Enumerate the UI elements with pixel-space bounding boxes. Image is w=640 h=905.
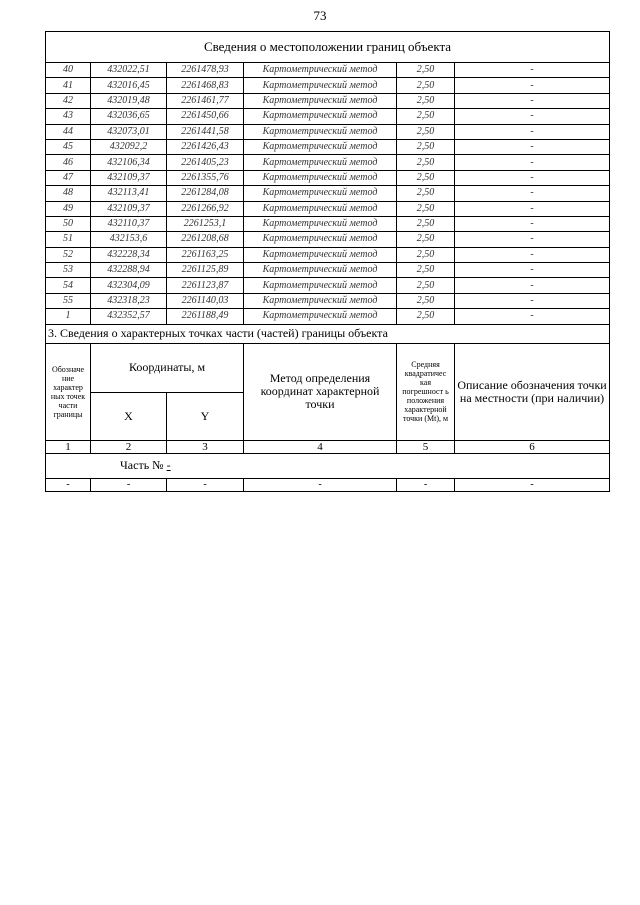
header-mean-error: Средняя квадратичес кая погрешност ь положения характерной точки (Mt), м xyxy=(397,343,455,440)
coord-x: 432304,09 xyxy=(91,278,167,293)
coord-x: 432016,45 xyxy=(91,78,167,93)
coord-x: 432352,57 xyxy=(91,309,167,324)
description: - xyxy=(455,263,610,278)
mean-error: 2,50 xyxy=(397,78,455,93)
point-number: 45 xyxy=(46,139,91,154)
method: Картометрический метод xyxy=(244,278,397,293)
coord-y: 2261450,66 xyxy=(167,109,244,124)
empty-cell: - xyxy=(244,478,397,491)
description: - xyxy=(455,232,610,247)
point-number: 55 xyxy=(46,293,91,308)
header-coordinates: Координаты, м xyxy=(91,343,244,392)
description: - xyxy=(455,78,610,93)
table-title-row xyxy=(46,32,610,63)
part-cell xyxy=(46,453,610,478)
mean-error: 2,50 xyxy=(397,309,455,324)
point-number: 1 xyxy=(46,309,91,324)
mean-error: 2,50 xyxy=(397,109,455,124)
empty-cell: - xyxy=(397,478,455,491)
table-row xyxy=(46,93,610,108)
coord-x: 432092,2 xyxy=(91,139,167,154)
mean-error: 2,50 xyxy=(397,186,455,201)
table-title: Сведения о местоположении границ объекта xyxy=(46,32,610,63)
description: - xyxy=(455,109,610,124)
description: - xyxy=(455,63,610,78)
col-number: 2 xyxy=(91,440,167,453)
point-number: 51 xyxy=(46,232,91,247)
header-description: Описание обозначения точки на местности (при наличии) xyxy=(455,343,610,440)
mean-error: 2,50 xyxy=(397,93,455,108)
empty-cell: - xyxy=(455,478,610,491)
description: - xyxy=(455,155,610,170)
method: Картометрический метод xyxy=(244,247,397,262)
point-number: 41 xyxy=(46,78,91,93)
table-row xyxy=(46,278,610,293)
table-row xyxy=(46,155,610,170)
mean-error: 2,50 xyxy=(397,170,455,185)
coord-x: 432036,65 xyxy=(91,109,167,124)
coord-y: 2261266,92 xyxy=(167,201,244,216)
coord-y: 2261461,77 xyxy=(167,93,244,108)
table-row xyxy=(46,216,610,231)
table-row xyxy=(46,247,610,262)
coord-x: 432113,41 xyxy=(91,186,167,201)
method: Картометрический метод xyxy=(244,109,397,124)
section3-title-row xyxy=(46,324,610,343)
col-number: 5 xyxy=(397,440,455,453)
mean-error: 2,50 xyxy=(397,293,455,308)
header-x: X xyxy=(91,392,167,440)
point-number: 44 xyxy=(46,124,91,139)
point-number: 53 xyxy=(46,263,91,278)
description: - xyxy=(455,278,610,293)
table-row xyxy=(46,186,610,201)
coord-y: 2261208,68 xyxy=(167,232,244,247)
coord-y: 2261188,49 xyxy=(167,309,244,324)
section3-header-row xyxy=(46,343,610,392)
description: - xyxy=(455,139,610,154)
coord-x: 432106,34 xyxy=(91,155,167,170)
coord-y: 2261125,89 xyxy=(167,263,244,278)
table-row xyxy=(46,170,610,185)
coord-y: 2261355,76 xyxy=(167,170,244,185)
coord-y: 2261478,93 xyxy=(167,63,244,78)
method: Картометрический метод xyxy=(244,155,397,170)
method: Картометрический метод xyxy=(244,263,397,278)
method: Картометрический метод xyxy=(244,170,397,185)
part-value: - xyxy=(166,458,171,473)
col-number: 3 xyxy=(167,440,244,453)
mean-error: 2,50 xyxy=(397,63,455,78)
coord-x: 432318,23 xyxy=(91,293,167,308)
coord-x: 432073,01 xyxy=(91,124,167,139)
header-point-designation: Обозначе ние характер ных точек части границы xyxy=(46,343,91,440)
point-number: 42 xyxy=(46,93,91,108)
coord-y: 2261123,87 xyxy=(167,278,244,293)
point-number: 49 xyxy=(46,201,91,216)
table-row xyxy=(46,109,610,124)
description: - xyxy=(455,170,610,185)
col-number: 6 xyxy=(455,440,610,453)
description: - xyxy=(455,293,610,308)
description: - xyxy=(455,186,610,201)
table-row xyxy=(46,78,610,93)
method: Картометрический метод xyxy=(244,201,397,216)
method: Картометрический метод xyxy=(244,93,397,108)
mean-error: 2,50 xyxy=(397,155,455,170)
section3-title: 3. Сведения о характерных точках части (частей) границы объекта xyxy=(46,324,610,343)
coord-y: 2261441,58 xyxy=(167,124,244,139)
method: Картометрический метод xyxy=(244,186,397,201)
empty-cell: - xyxy=(91,478,167,491)
coord-x: 432109,37 xyxy=(91,170,167,185)
description: - xyxy=(455,201,610,216)
mean-error: 2,50 xyxy=(397,278,455,293)
table-row xyxy=(46,63,610,78)
coord-x: 432019,48 xyxy=(91,93,167,108)
point-number: 48 xyxy=(46,186,91,201)
coord-x: 432022,51 xyxy=(91,63,167,78)
empty-row xyxy=(46,478,610,491)
table-row xyxy=(46,309,610,324)
mean-error: 2,50 xyxy=(397,124,455,139)
coord-x: 432228,34 xyxy=(91,247,167,262)
mean-error: 2,50 xyxy=(397,216,455,231)
coord-y: 2261140,03 xyxy=(167,293,244,308)
description: - xyxy=(455,93,610,108)
table-row xyxy=(46,124,610,139)
method: Картометрический метод xyxy=(244,293,397,308)
col-number: 1 xyxy=(46,440,91,453)
coord-x: 432153,6 xyxy=(91,232,167,247)
method: Картометрический метод xyxy=(244,232,397,247)
point-number: 54 xyxy=(46,278,91,293)
table-row xyxy=(46,201,610,216)
mean-error: 2,50 xyxy=(397,139,455,154)
part-row xyxy=(46,453,610,478)
page-number: 73 xyxy=(313,8,327,23)
mean-error: 2,50 xyxy=(397,247,455,262)
table-row xyxy=(46,232,610,247)
coord-x: 432109,37 xyxy=(91,201,167,216)
coord-y: 2261468,83 xyxy=(167,78,244,93)
table-row xyxy=(46,263,610,278)
coord-y: 2261163,25 xyxy=(167,247,244,262)
method: Картометрический метод xyxy=(244,216,397,231)
boundary-table xyxy=(45,31,610,492)
header-method: Метод определения координат характерной точки xyxy=(244,343,397,440)
mean-error: 2,50 xyxy=(397,232,455,247)
method: Картометрический метод xyxy=(244,309,397,324)
coord-y: 2261253,1 xyxy=(167,216,244,231)
col-number: 4 xyxy=(244,440,397,453)
description: - xyxy=(455,124,610,139)
table-row xyxy=(46,293,610,308)
point-number: 50 xyxy=(46,216,91,231)
description: - xyxy=(455,309,610,324)
point-number: 43 xyxy=(46,109,91,124)
header-y: Y xyxy=(167,392,244,440)
coord-y: 2261405,23 xyxy=(167,155,244,170)
point-number: 40 xyxy=(46,63,91,78)
method: Картометрический метод xyxy=(244,124,397,139)
coord-y: 2261426,43 xyxy=(167,139,244,154)
empty-cell: - xyxy=(46,478,91,491)
column-numbers-row xyxy=(46,440,610,453)
description: - xyxy=(455,247,610,262)
point-number: 52 xyxy=(46,247,91,262)
mean-error: 2,50 xyxy=(397,201,455,216)
description: - xyxy=(455,216,610,231)
method: Картометрический метод xyxy=(244,78,397,93)
coord-x: 432288,94 xyxy=(91,263,167,278)
point-number: 46 xyxy=(46,155,91,170)
table-row xyxy=(46,139,610,154)
empty-cell: - xyxy=(167,478,244,491)
point-number: 47 xyxy=(46,170,91,185)
mean-error: 2,50 xyxy=(397,263,455,278)
part-label: Часть № xyxy=(120,458,164,473)
method: Картометрический метод xyxy=(244,139,397,154)
coord-y: 2261284,08 xyxy=(167,186,244,201)
coord-x: 432110,37 xyxy=(91,216,167,231)
method: Картометрический метод xyxy=(244,63,397,78)
